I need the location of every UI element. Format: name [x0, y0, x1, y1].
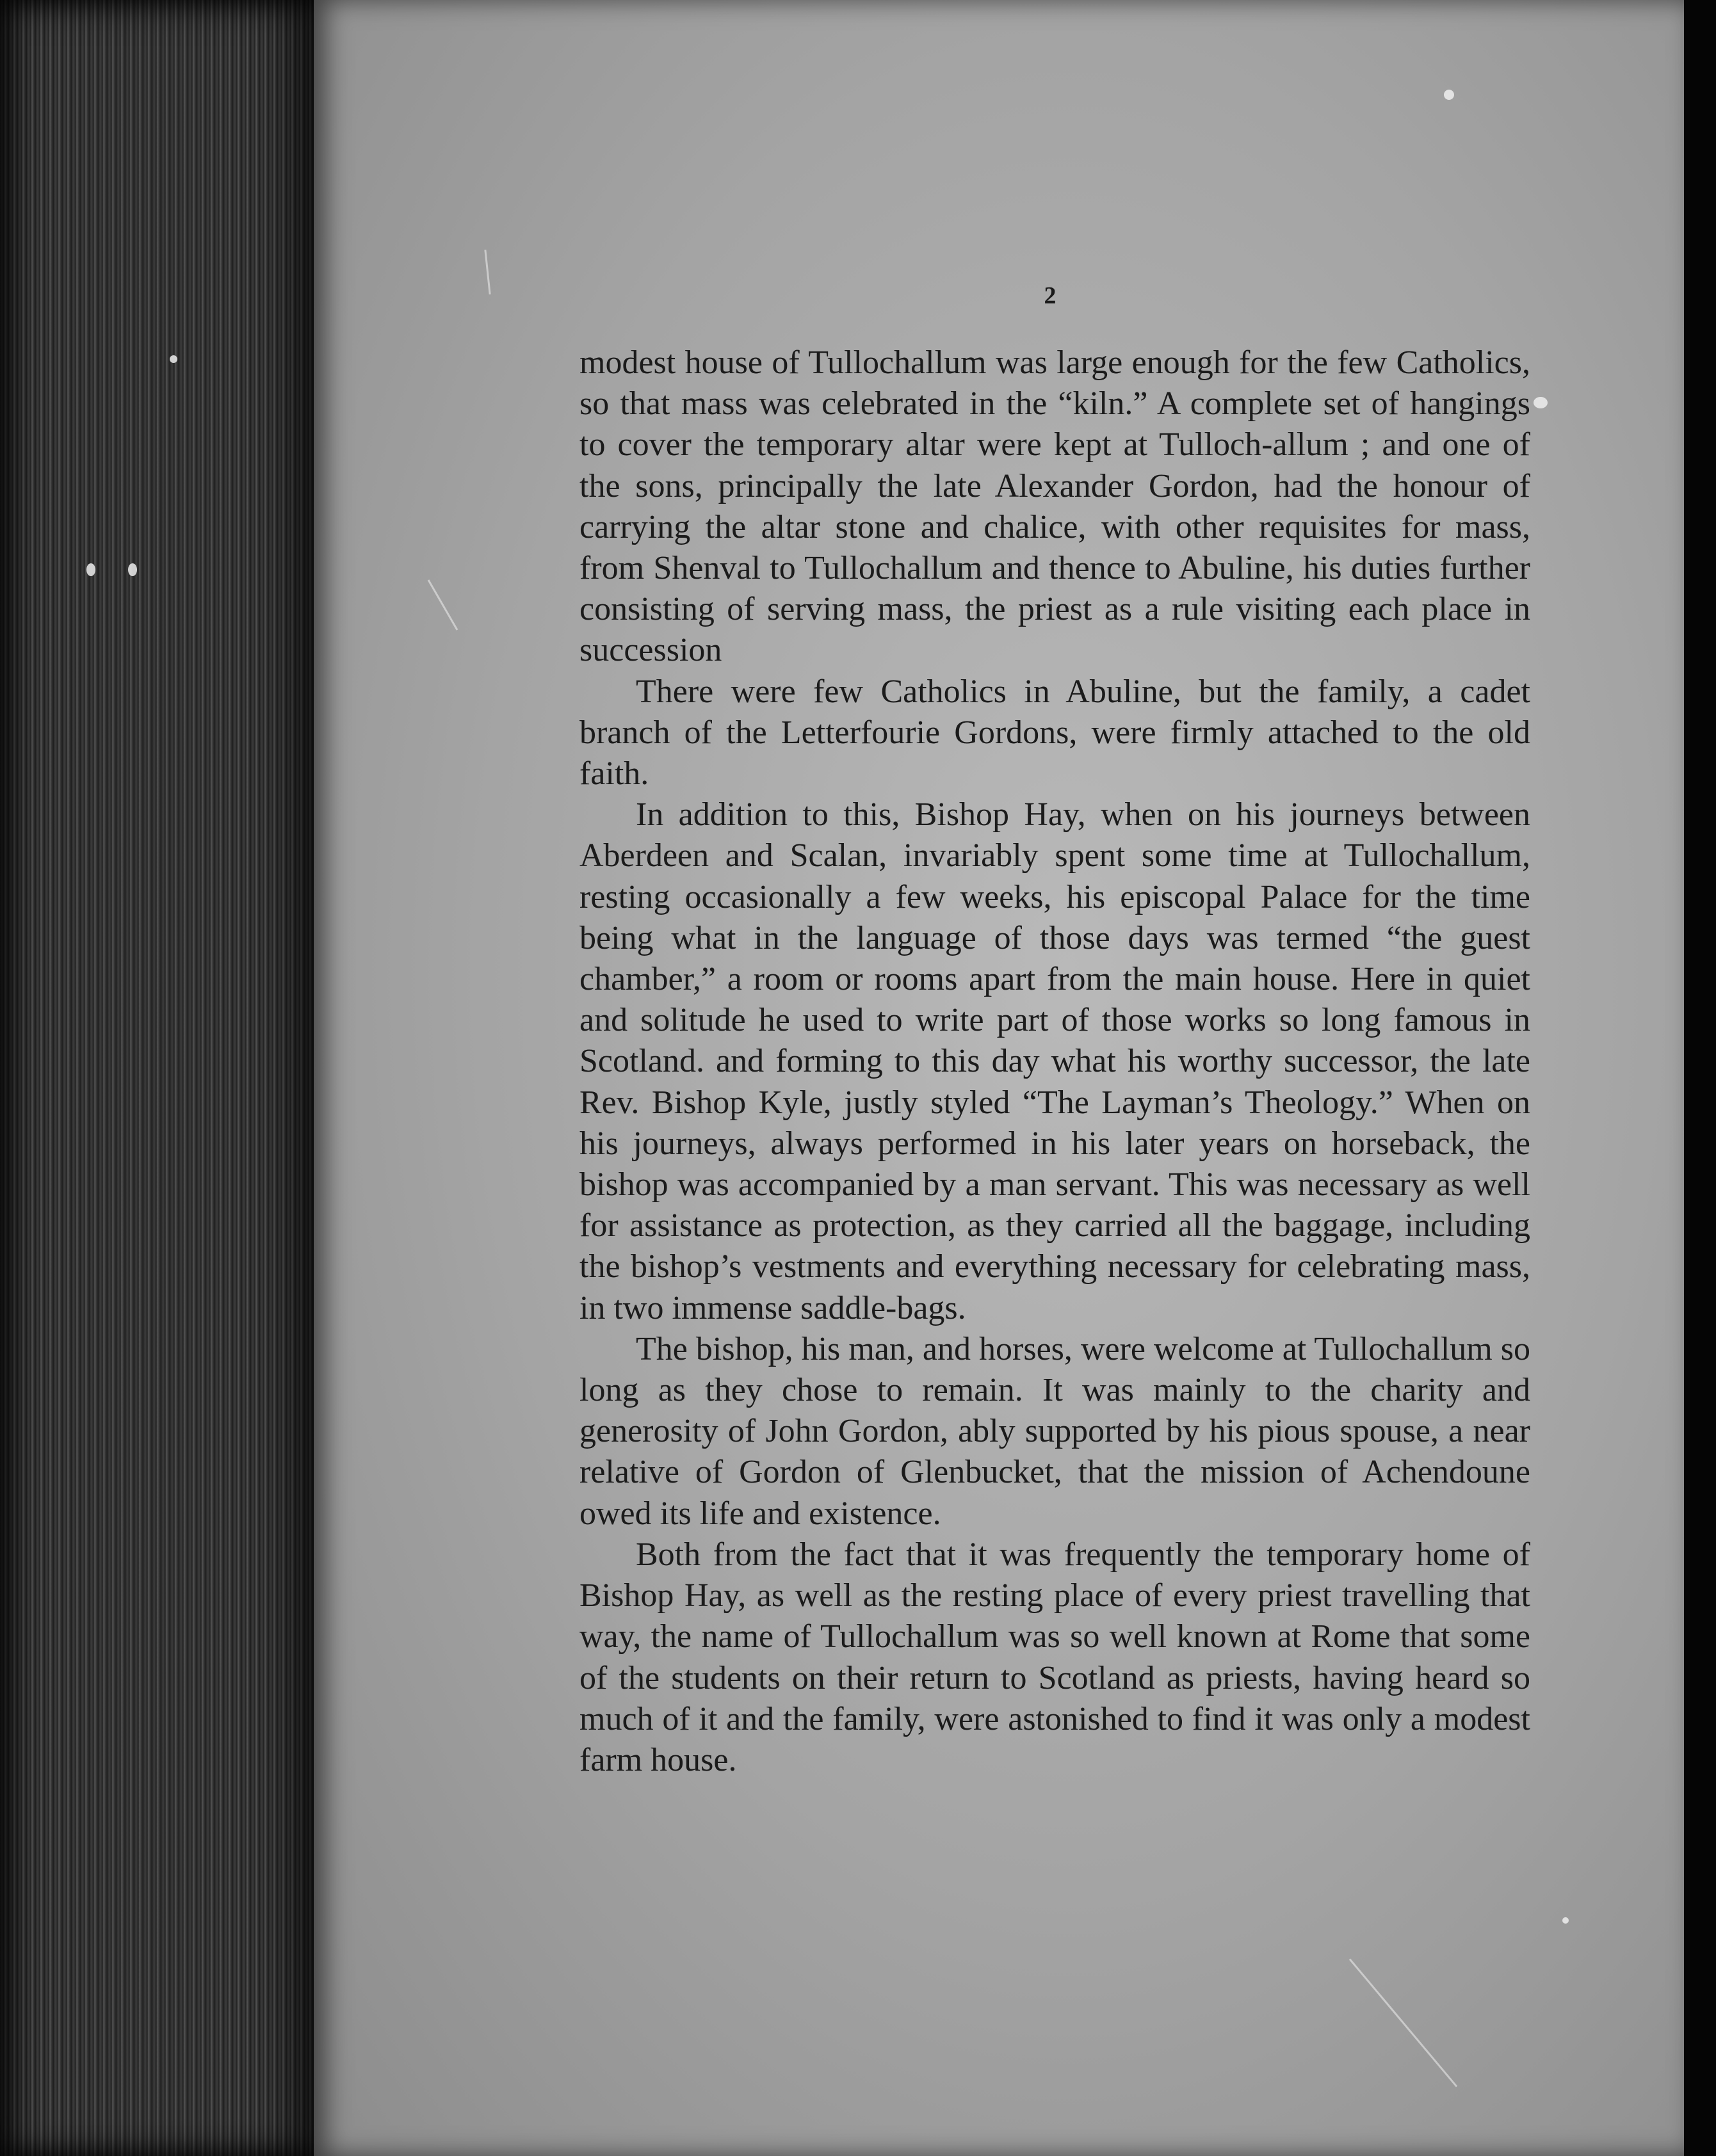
- dust-speck: [1534, 397, 1548, 408]
- paragraph: Both from the fact that it was frequently the temporary home of Bishop Hay, as well as the resting place of every priest travelling that way, the name of Tullochallum was so well known at Rome that some of the students on their return to Scotland as priests, having heard so much of it and the family, were astonished to find it was only a modest farm house.: [579, 1536, 1530, 1778]
- dust-speck: [128, 563, 137, 576]
- paragraph: modest house of Tullochallum was large enough for the few Catholics, so that mass was celebrated in the “kiln.” A complete set of hangings to cover the temporary altar were kept at Tulloch-allum ; and one of the sons, principally the late Alexander Gordon, had the honour of carrying the altar stone and chalice, with other requisites for mass, from Shenval to Tullochallum and thence to Abuline, his duties further consisting of serving mass, the priest as a rule visiting each place in succession: [579, 344, 1530, 669]
- paragraph: In addition to this, Bishop Hay, when on his journeys between Aberdeen and Scalan, invariably spent some time at Tullochallum, resting occasionally a few weeks, his episcopal Palace for the time being what in the language of those days was termed “the guest chamber,” a room or rooms apart from the main house. Here in quiet and solitude he used to write part of those works so long famous in Scotland. and forming to this day what his worthy successor, the late Rev. Bishop Kyle, justly styled “The Layman’s Theology.” When on his journeys, always performed in his later years on horseback, the bishop was accompanied by a man servant. This was necessary as well for assistance as protection, as they carried all the baggage, including the bishop’s vestments and everything necessary for celebrating mass, in two immense saddle-bags.: [579, 796, 1530, 1326]
- dust-speck: [86, 563, 95, 576]
- body-text: [579, 342, 1530, 1781]
- paragraph: The bishop, his man, and horses, were welcome at Tullochallum so long as they chose to remain. It was mainly to the charity and generosity of John Gordon, ably supported by his pious spouse, a near relative of Gordon of Glenbucket, that the mission of Achendoune owed its life and existence.: [579, 1330, 1530, 1532]
- dust-speck: [170, 355, 177, 363]
- dust-speck: [1562, 1917, 1569, 1924]
- book-page-edges: [0, 0, 314, 2156]
- scan-right-border: [1684, 0, 1716, 2156]
- page-number: 2: [1044, 282, 1056, 309]
- dust-speck: [1444, 90, 1454, 100]
- paragraph: There were few Catholics in Abuline, but the family, a cadet branch of the Letterfourie Gordons, were firmly attached to the old faith.: [579, 673, 1530, 792]
